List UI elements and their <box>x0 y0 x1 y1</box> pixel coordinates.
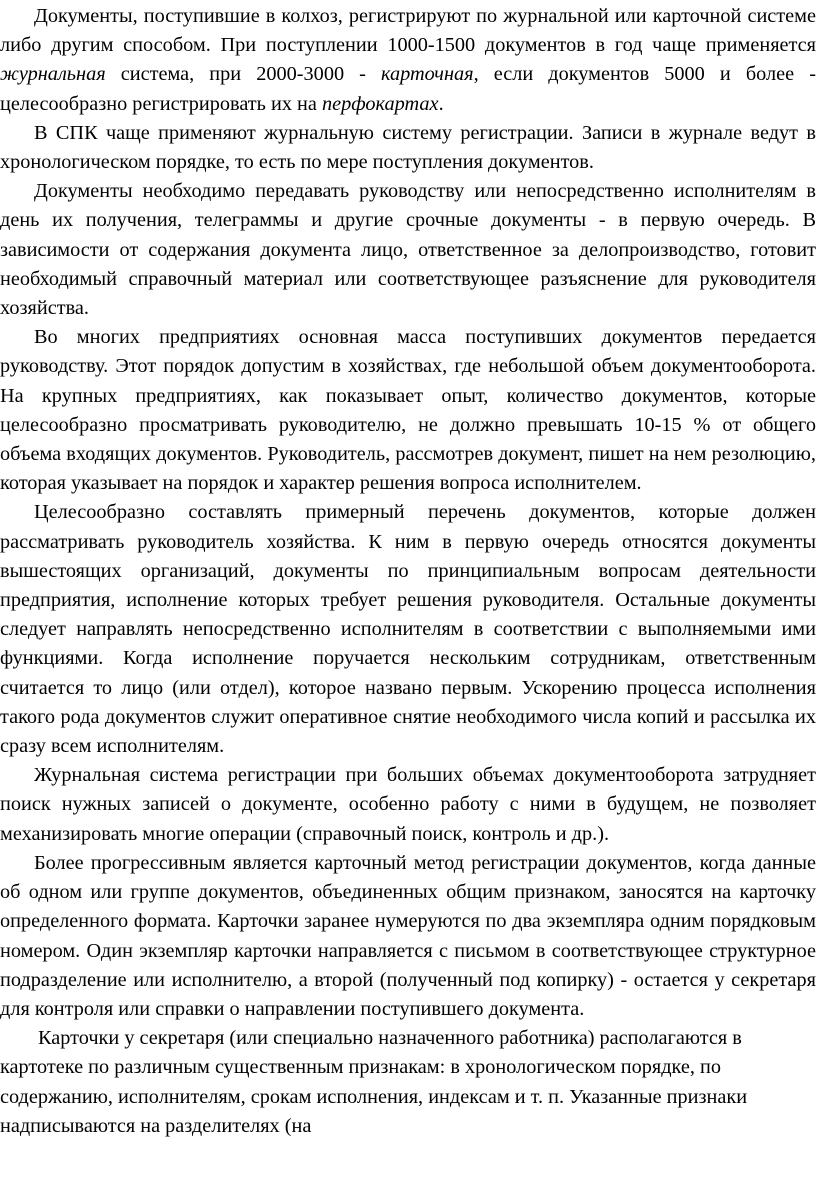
text-run: Журнальная система регистрации при больших объемах документооборота затрудняет поиск нужных записей о документе, особенно работу с ними в будущем, не позволяет механизировать многие операции (справочный поиск, контроль и др.). <box>0 764 816 845</box>
text-run: . <box>438 92 444 115</box>
text-run: система, при 2000-3000 - <box>105 63 382 86</box>
italic-term-journal: журнальная <box>0 63 106 86</box>
paragraph-card-index <box>0 1024 816 1141</box>
text-run: Во многих предприятиях основная масса поступивших документов передается руководству. Этот порядок допустим в хозяйствах, где небольшой объем документооборота. На крупных предприятиях, как показывает опыт, количество документов, которые целесообразно просматривать руководителю, не должно превышать 10-15 % от общего объема входящих документов. Руководитель, рассмотрев документ, пишет на нем резолюцию, которая указывает на порядок и характер решения вопроса исполнителем. <box>0 326 816 495</box>
text-run: Документы, поступившие в колхоз, регистрируют по журнальной или карточной системе либо другим способом. При поступлении 1000-1500 документов в год чаще применяется <box>0 5 816 57</box>
paragraph-spk-journal <box>0 119 816 177</box>
text-run: В СПК чаще применяют журнальную систему регистрации. Записи в журнале ведут в хронологическом порядке, то есть по мере поступления документов. <box>0 121 816 174</box>
italic-term-punchcards: перфокартах <box>321 92 439 115</box>
paragraph-document-transfer <box>0 177 816 323</box>
text-run: Карточки у секретаря (или специально назначенного работника) располагаются в картотеке по различным существенным признакам: в хронологическом порядке, по содержанию, исполнителям, срокам исполнения, индексам и т. п. Указанные признаки надписываются на разделителях (на <box>0 1027 748 1137</box>
paragraph-registration-systems <box>0 2 816 119</box>
text-run: Более прогрессивным является карточный метод регистрации документов, когда данные об одном или группе документов, объединенных общим признаком, заносятся на карточку определенного формата. Карточки заранее нумеруются по два экземпляра одним порядковым номером. Один экземпляр карточки направляется с письмом в соответствующее структурное подразделение или исполнителю, а второй (полученный под копирку) - остается у секретаря для контроля или справки о направлении поступившего документа. <box>0 851 816 1020</box>
paragraph-card-method <box>0 849 816 1024</box>
italic-term-card: карточная <box>381 63 474 86</box>
paragraph-document-list <box>0 498 816 761</box>
text-run: Документы необходимо передавать руководству или непосредственно исполнителям в день их получения, телеграммы и другие срочные документы - в первую очередь. В зависимости от содержания документа лицо, ответственное за делопроизводство, готовит необходимый справочный материал или соответствующее разъяснение для руководителя хозяйства. <box>0 180 816 320</box>
text-run: Целесообразно составлять примерный перечень документов, которые должен рассматривать руководитель хозяйства. К ним в первую очередь относятся документы вышестоящих организаций, документы по принципиальным вопросам деятельности предприятия, исполнение которых требует решения руководителя. Остальные документы следует направлять непосредственно исполнителям в соответствии с выполняемыми ими функциями. Когда исполнение поручается нескольким сотрудникам, ответственным считается то лицо (или отдел), которое названо первым. Ускорению процесса исполнения такого рода документов служит оперативное снятие необходимого числа копий и рассылка их сразу всем исполнителям. <box>0 501 816 758</box>
text-run: , если документов 5000 и более - целесообразно регистрировать их на <box>0 63 816 115</box>
paragraph-journal-drawbacks <box>0 761 816 849</box>
paragraph-management-review <box>0 323 816 498</box>
